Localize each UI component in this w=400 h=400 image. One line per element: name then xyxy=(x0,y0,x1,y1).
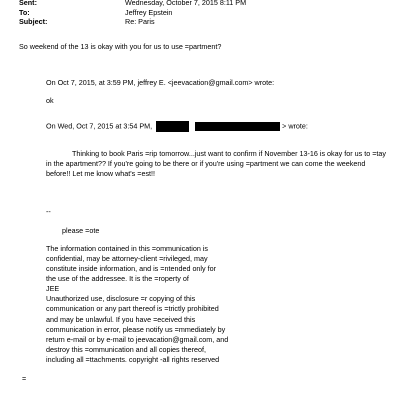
footer-mark: = xyxy=(22,374,27,383)
body-line: So weekend of the 13 is okay with you for us to use =partment? xyxy=(19,42,222,51)
to-row xyxy=(19,8,399,18)
quote1-attribution: On Oct 7, 2015, at 3:59 PM, jeffrey E. <jeevacation@gmail.com> wrote: xyxy=(46,78,275,87)
redaction-box xyxy=(195,122,280,131)
quote1-text: ok xyxy=(46,96,54,105)
message-body: Thinking to book Paris =rip tomorrow...just want to confirm if November 13-16 is okay for us to =tay in the apartment?? If you're going to be there or if you're using =partment we can come the weekend before!! Let me know what's =est!! xyxy=(46,149,386,179)
disclaimer-line: The information contained in this =ommunication is xyxy=(46,244,209,253)
disclaimer-line: communication or any part thereof is =trictly prohibited xyxy=(46,304,219,314)
quote2-attribution xyxy=(46,121,308,132)
disclaimer-line: communication in error, please notify us =mmediately by xyxy=(46,324,226,334)
disclaimer-line: the use of the addressee. It is the =roperty of xyxy=(46,274,189,284)
disclaimer xyxy=(46,244,296,365)
disclaimer-line: including all =ttachments. copyright -all rights reserved xyxy=(46,354,220,364)
email-header xyxy=(19,0,399,27)
disclaimer-line: JEE xyxy=(46,284,60,294)
redaction-box xyxy=(156,121,189,132)
to-value: Jeffrey Epstein xyxy=(125,7,173,17)
signature-note: please =ote xyxy=(62,226,100,235)
disclaimer-line: destroy this =ommunication and all copies thereof, xyxy=(46,344,207,354)
subject-label: Subject: xyxy=(19,17,48,26)
sent-row xyxy=(19,0,399,8)
disclaimer-line: confidential, may be attorney-client =rivileged, may xyxy=(46,254,208,264)
sent-value: Wednesday, October 7, 2015 8:11 PM xyxy=(125,0,247,7)
quote2-prefix: On Wed, Oct 7, 2015 at 3:54 PM, xyxy=(46,121,153,131)
disclaimer-line: and may be unlawful. If you have =eceived this xyxy=(46,314,196,324)
disclaimer-line: constitute inside information, and is =ntended only for xyxy=(46,264,217,274)
subject-value: Re: Paris xyxy=(125,17,155,26)
quote2-suffix: > wrote: xyxy=(282,121,308,131)
subject-row xyxy=(19,17,399,27)
to-label: To: xyxy=(19,7,30,17)
signature-dashes: -- xyxy=(46,207,51,216)
sent-label: Sent: xyxy=(19,0,37,7)
disclaimer-line: return e-mail or by e-mail to jeevacation@gmail.com, and xyxy=(46,334,229,344)
disclaimer-line: Unauthorized use, disclosure =r copying of this xyxy=(46,294,196,304)
